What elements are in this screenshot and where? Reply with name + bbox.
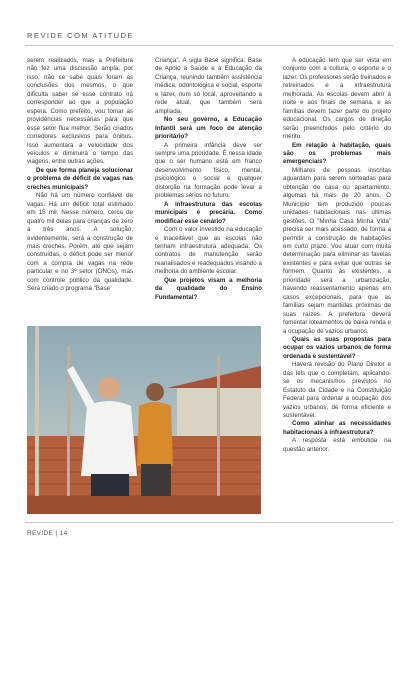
paragraph: serem realizados, mas a Prefeitura não fez uma discussão ampla, por isso, não se sabe quais foram as conclusões dos mesmos, o que dificulta saber se esse contrato irá corresponder ao que a população espera. Como prefeito, vou tomar as providências necessárias para que esse setor flua melhor. Serão criados corredores exclusivos para ônibus. Isso aumentará a velocidade dos veículos e diminuirá o tempo das viagens, entre outras ações. — [27, 57, 133, 166]
paragraph: Criança". A sigla Base significa: Base de Apoio à Saúde e à Educação da Criança, reunindo também assistência médica, odontológica e social, esporte e lazer, num só local, aproveitando a rede atual, que também será ampliada. — [155, 57, 262, 115]
footer-magazine: REVIDE — [27, 530, 54, 537]
interview-question: De que forma planeja solucionar o problema de déficit de vagas nas creches municipais? — [27, 166, 133, 191]
article-column-2 — [155, 57, 262, 302]
paragraph: A primeira infância deve ser sempre uma prioridade. É nessa idade que o ser humano está em franco desenvolvimento físico, mental, psicológico e social e qualquer distorção na formação pode levar a problemas sérios no futuro. — [155, 141, 262, 200]
photo-caption: O candidato diz que a prefeitura deverá fomentar loteamentos de baixa renda — [239, 659, 283, 694]
header-rule — [25, 45, 393, 46]
footer-separator: | — [55, 530, 60, 537]
page-footer — [27, 530, 68, 537]
paragraph: Não há um número confiável de vagas. Há um déficit total estimado em 15 mil. Nesse número, cerca de quatro mil delas para crianças de zero a três anos. A solução, evidentemente, será a construção de mais creches. Porém, até que sejam construídas, o déficit pode ser menor com a compra de vagas na rede particular e no 3º setor (ONGs), mas com controle público da qualidade. Será criado o programa "Base — [27, 192, 133, 293]
paragraph: Com o valor investido na educação é inaceitável que as escolas não tenham infraestrutura adequada. Os contratos de manutenção serão reanalisados e readequados visando a melhoria do ambiente escolar. — [155, 226, 262, 276]
interview-question: No seu governo, a Educação Infantil será um foco de atenção prioritário? — [155, 116, 262, 141]
construction-site-photo — [27, 326, 261, 514]
paragraph: A resposta está embutida na questão anterior. — [283, 437, 391, 453]
article-column-3 — [283, 57, 391, 454]
interview-question: A infraestrutura das escolas municipais é precária. Como modificar esse cenário? — [155, 200, 262, 225]
interview-question: Que projetos visam a melhoria da qualidade do Ensino Fundamental? — [155, 276, 262, 301]
paragraph: Haverá revisão do Plano Diretor e das leis que o completam, aplicando-se os mecanismos previstos no Estatuto da Cidade e na Constituição Federal para ordenar a ocupação dos vazios urbanos, de forma eficiente e sustentável. — [283, 361, 391, 420]
footer-rule — [25, 522, 393, 523]
interview-question: Como alinhar as necessidades habitacionais à infraestrutura? — [283, 420, 391, 436]
section-header: REVIDE COM ATITUDE — [27, 31, 134, 40]
paragraph: A educação tem que ser vista em conjunto com a cultura, o esporte e o lazer. Os professores serão treinados e retreinados e a infraestrutura melhorada. As escolas devem abrir à noite e aos finais de semana, e as famílias devem fazer parte do projeto educacional. Os cargos de direção serão preenchidos pelo critério do mérito. — [283, 57, 391, 141]
interview-question: Em relação à habitação, quais são os problemas mais emergenciais? — [283, 141, 391, 166]
page-number: 14 — [59, 530, 68, 537]
paragraph: Milhares de pessoas inscritas aguardam para serem sorteadas para obtenção de casa ou apartamento, algumas há mais de 20 anos. O Município tem produzido poucas unidades habitacionais nas últimas gestões. O "Minha Casa Minha Vida" precisa ser mais acessado, de forma a permitir a construção de habitações em curto prazo. Vou atuar com muita determinação para eliminar as favelas existentes e para evitar que outras se formem. Quanto às existentes, a prioridade será a urbanização, havendo reassentamento apenas em casos excepcionais, para que as famílias sejam mantidas próximas de suas raízes. A prefeitura deverá fomentar loteamentos de baixa renda e a ocupação de vazios urbanos. — [283, 166, 391, 335]
article-column-1 — [27, 57, 133, 294]
interview-question: Quais as suas propostas para ocupar os vazios urbanos de forma ordenada e sustentável? — [283, 335, 391, 360]
